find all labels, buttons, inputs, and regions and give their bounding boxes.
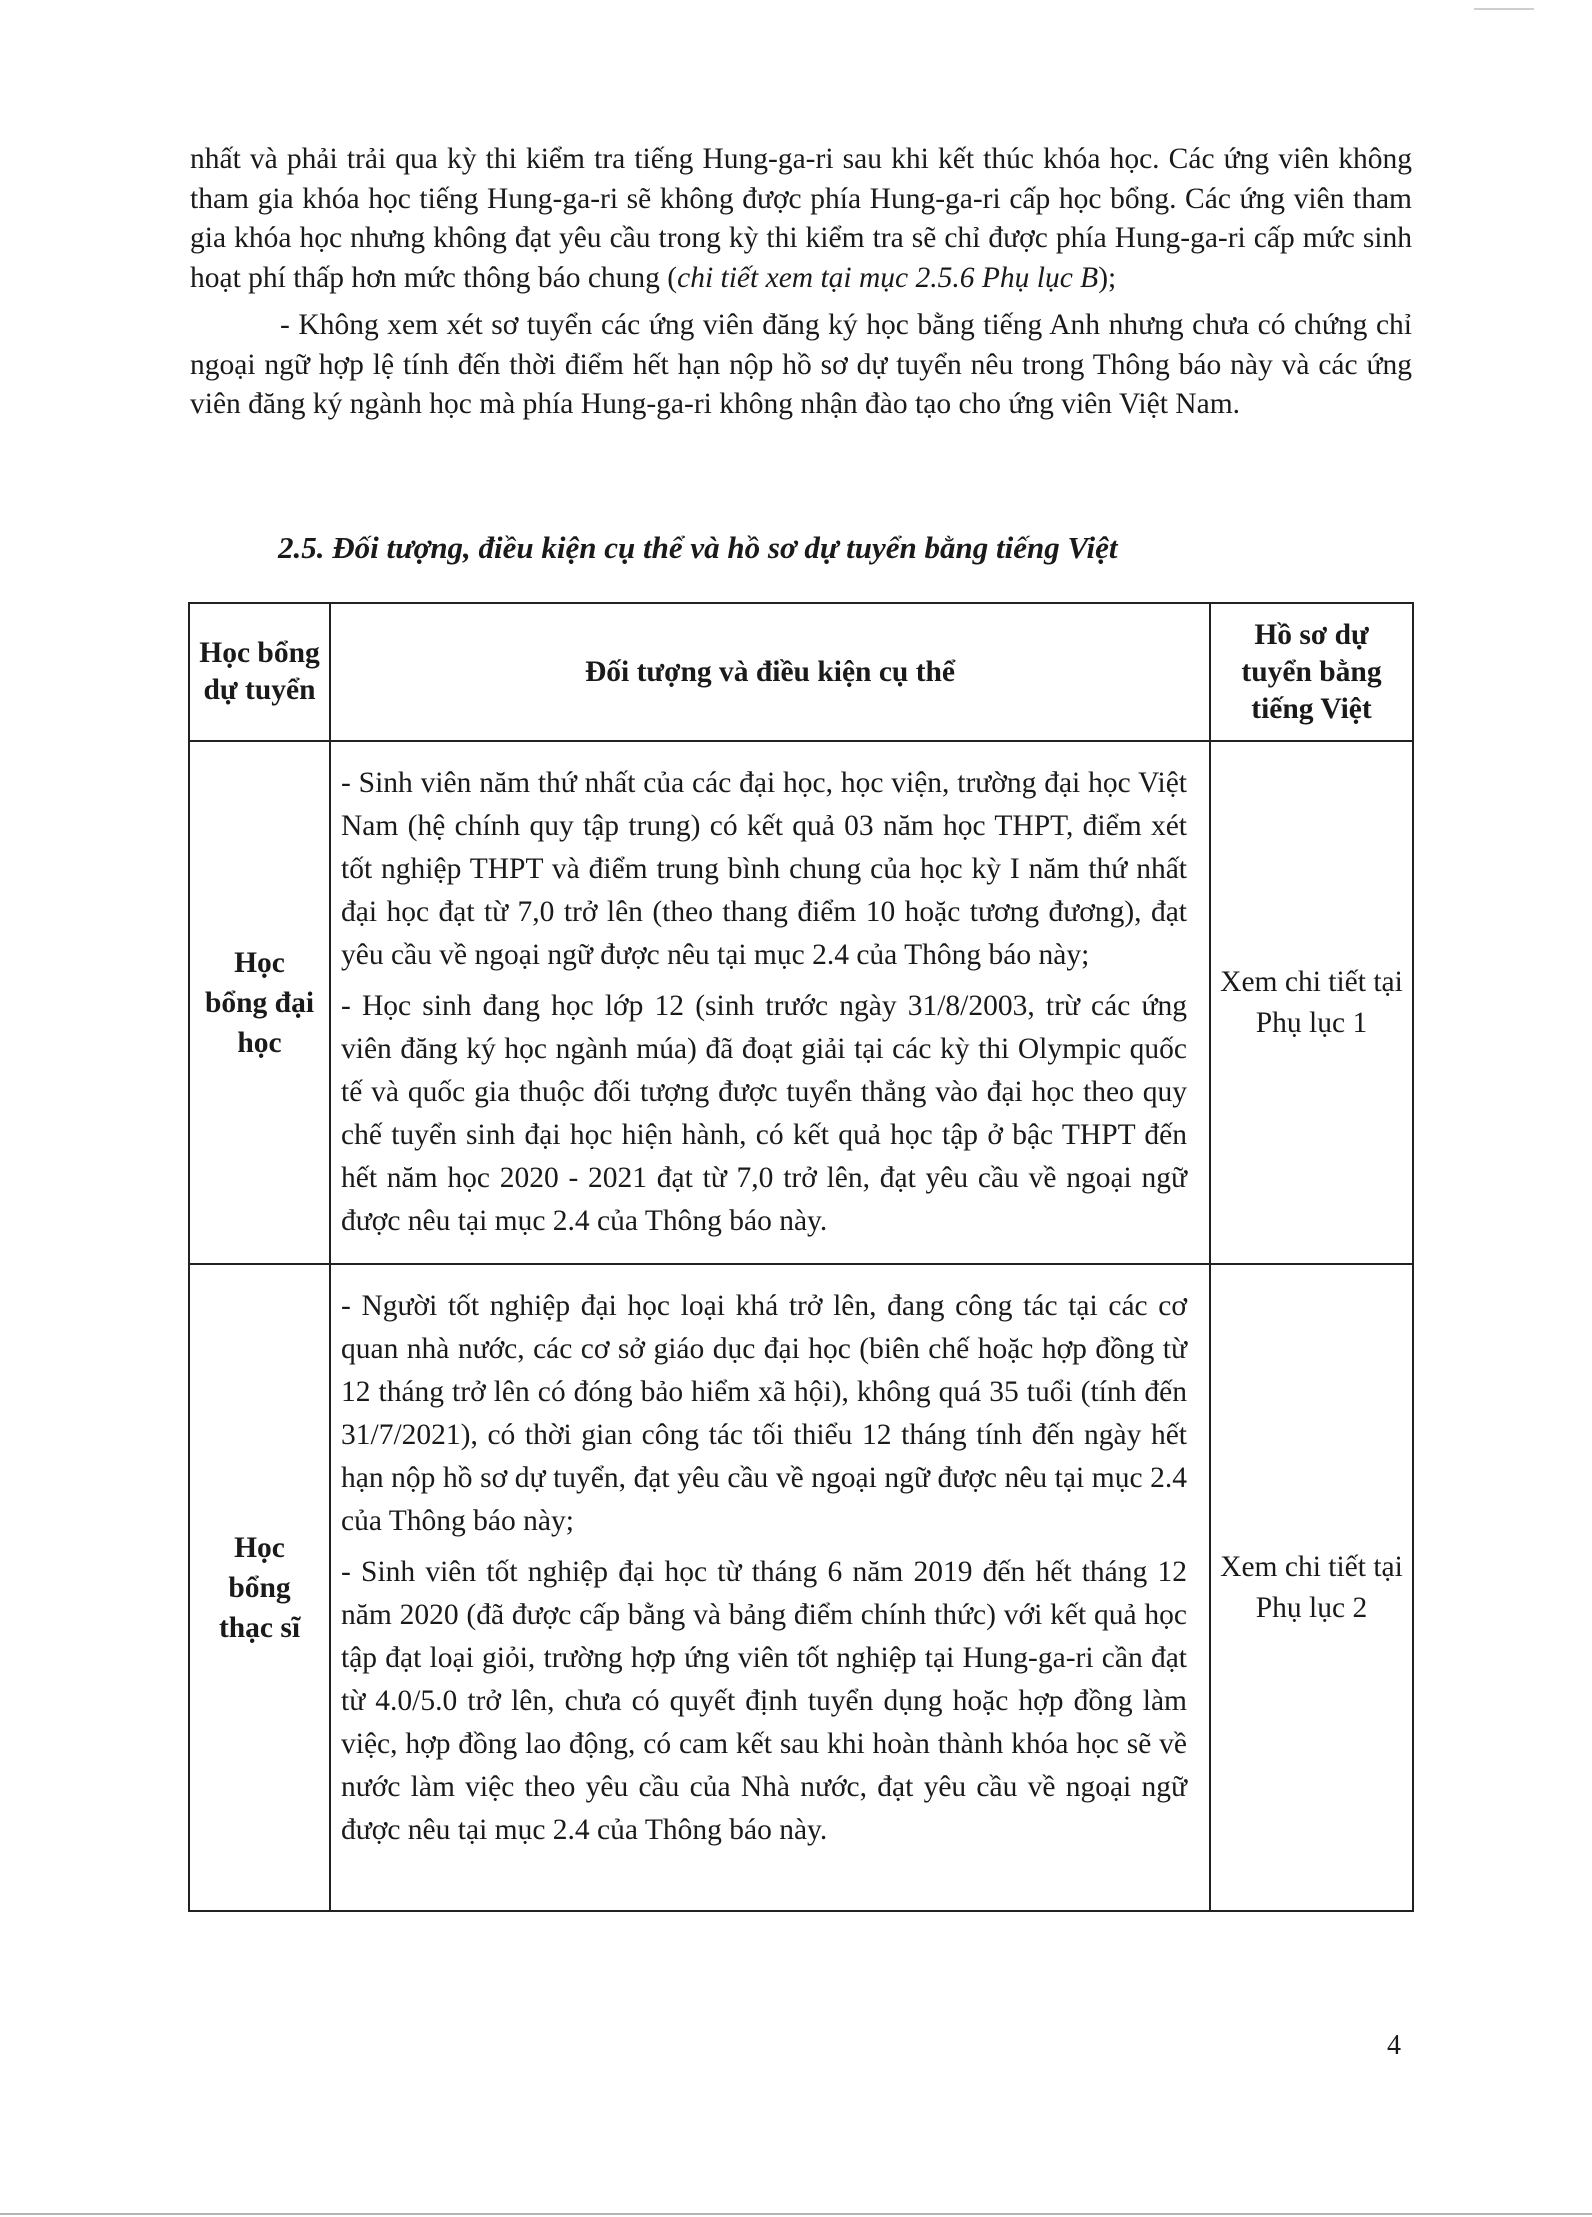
table-row xyxy=(189,741,1413,1264)
scan-mark xyxy=(1474,8,1534,10)
intro-paragraph-1-reference: chi tiết xem tại mục 2.5.6 Phụ lục B xyxy=(677,261,1099,294)
table-row xyxy=(189,1264,1413,1911)
documents-cell: Xem chi tiết tại Phụ lục 2 xyxy=(1210,1264,1413,1911)
header-documents: Hồ sơ dự tuyển bằng tiếng Việt xyxy=(1210,603,1413,741)
documents-cell: Xem chi tiết tại Phụ lục 1 xyxy=(1210,741,1413,1264)
page-number: 4 xyxy=(1387,2030,1401,2061)
intro-paragraph-1-end: ); xyxy=(1098,261,1117,294)
header-scholarship: Học bổng dự tuyển xyxy=(189,603,330,741)
scholarship-name: Học bổng thạc sĩ xyxy=(189,1264,330,1911)
table-header-row xyxy=(189,603,1413,741)
bottom-edge-line xyxy=(0,2213,1592,2215)
condition-item: - Học sinh đang học lớp 12 (sinh trước ngày 31/8/2003, trừ các ứng viên đăng ký học ngành múa) đã đoạt giải tại các kỳ thi Olympic quốc tế và quốc gia thuộc đối tượng được tuyển thẳng vào đại học theo quy chế tuyển sinh đại học hiện hành, có kết quả học tập ở bậc THPT đến hết năm học 2020 - 2021 đạt từ 7,0 trở lên, đạt yêu cầu về ngoại ngữ được nêu tại mục 2.4 của Thông báo này. xyxy=(341,990,1187,1237)
intro-paragraph-1 xyxy=(190,140,1412,298)
condition-item: - Sinh viên tốt nghiệp đại học từ tháng 6 năm 2019 đến hết tháng 12 năm 2020 (đã được cấp bằng và bảng điểm chính thức) với kết quả học tập đạt loại giỏi, trường hợp ứng viên tốt nghiệp tại Hung-ga-ri cần đạt từ 4.0/5.0 trở lên, chưa có quyết định tuyển dụng hoặc hợp đồng làm việc, hợp đồng lao động, có cam kết sau khi hoàn thành khóa học sẽ về nước làm việc theo yêu cầu của Nhà nước, đạt yêu cầu về ngoại ngữ được nêu tại mục 2.4 của Thông báo này. xyxy=(341,1556,1187,1846)
condition-item: - Người tốt nghiệp đại học loại khá trở lên, đang công tác tại các cơ quan nhà nước, các cơ sở giáo dục đại học (biên chế hoặc hợp đồng từ 12 tháng trở lên có đóng bảo hiểm xã hội), không quá 35 tuổi (tính đến 31/7/2021), có thời gian công tác tối thiểu 12 tháng tính đến ngày hết hạn nộp hồ sơ dự tuyển, đạt yêu cầu về ngoại ngữ được nêu tại mục 2.4 của Thông báo này; xyxy=(341,1290,1187,1537)
criteria-table xyxy=(188,602,1414,1912)
conditions-cell xyxy=(330,741,1210,1264)
intro-text xyxy=(190,140,1412,425)
conditions-cell xyxy=(330,1264,1210,1911)
condition-item: - Sinh viên năm thứ nhất của các đại học, học viện, trường đại học Việt Nam (hệ chính quy tập trung) có kết quả 03 năm học THPT, điểm xét tốt nghiệp THPT và điểm trung bình chung của học kỳ I năm thứ nhất đại học đạt từ 7,0 trở lên (theo thang điểm 10 hoặc tương đương), đạt yêu cầu về ngoại ngữ được nêu tại mục 2.4 của Thông báo này; xyxy=(341,767,1187,971)
scholarship-name: Học bổng đại học xyxy=(189,741,330,1264)
intro-paragraph-1-text: nhất và phải trải qua kỳ thi kiểm tra tiếng Hung-ga-ri sau khi kết thúc khóa học. Các ứng viên không tham gia khóa học tiếng Hung-ga-ri sẽ không được phía Hung-ga-ri cấp học bổng. Các ứng viên tham gia khóa học nhưng không đạt yêu cầu trong kỳ thi kiểm tra sẽ chỉ được phía Hung-ga-ri cấp mức sinh hoạt phí thấp hơn mức thông báo chung ( xyxy=(190,143,1412,294)
header-conditions: Đối tượng và điều kiện cụ thể xyxy=(330,603,1210,741)
intro-paragraph-2: - Không xem xét sơ tuyển các ứng viên đăng ký học bằng tiếng Anh nhưng chưa có chứng chỉ ngoại ngữ hợp lệ tính đến thời điểm hết hạn nộp hồ sơ dự tuyển nêu trong Thông báo này và các ứng viên đăng ký ngành học mà phía Hung-ga-ri không nhận đào tạo cho ứng viên Việt Nam. xyxy=(190,309,1412,420)
section-heading: 2.5. Đối tượng, điều kiện cụ thể và hồ sơ dự tuyển bằng tiếng Việt xyxy=(278,530,1118,565)
